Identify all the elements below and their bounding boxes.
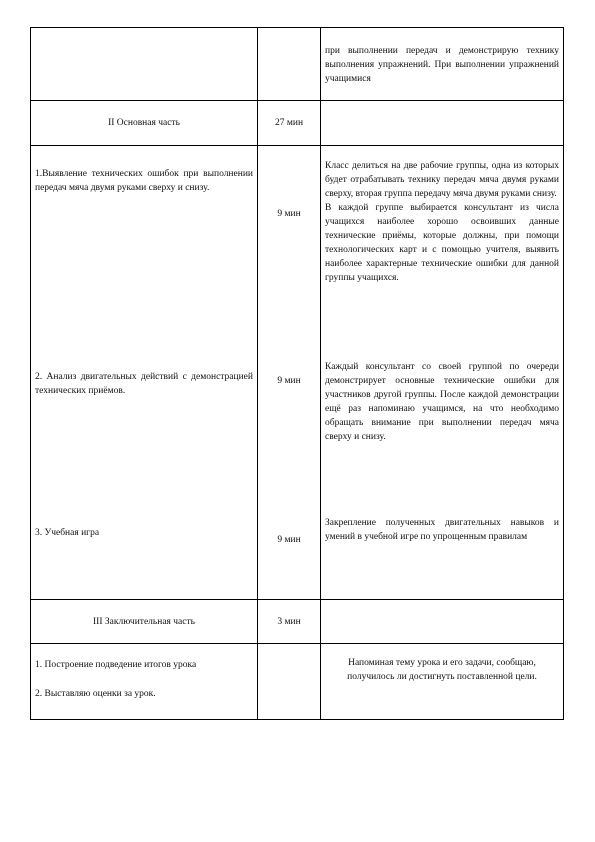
activity-cell	[31, 146, 258, 600]
section-time: 3 мин	[258, 600, 321, 644]
section-time: 27 мин	[258, 101, 321, 146]
table-row-final-items	[31, 644, 564, 720]
section-title: II Основная часть	[31, 101, 258, 146]
teacher-item-1a: Класс делиться на две рабочие группы, одна из которых будет отрабатывать технику передач мяча двумя руками сверху, вторая группа передачу мяча двумя руками снизу.	[325, 161, 559, 199]
teacher-item-1b: В каждой группе выбирается консультант из числа учащихся наиболее хорошо освоивших данные технические приёмы, которые должны, при помощи технологических карт и с помощью учителя, выявить наиболее характерные технические ошибки для данной группы учащихся.	[325, 203, 559, 283]
section-teacher-cell	[321, 101, 564, 146]
teacher-item-2: Каждый консультант со своей группой по очереди демонстрирует основные технические ошибки для участников другой группы. После каждой демонстрации ещё раз напоминаю учащимся, на что необходимо обращать внимание при выполнении передач мяча сверху и снизу.	[325, 362, 559, 442]
time-cell	[258, 28, 321, 101]
final-activity-1: 1. Построение подведение итогов урока	[35, 660, 197, 670]
activity-cell	[31, 28, 258, 101]
time-cell	[258, 146, 321, 600]
teacher-item-1	[325, 159, 559, 285]
lesson-plan-table	[30, 27, 564, 720]
time-item-1: 9 мин	[277, 209, 301, 219]
time-item-2: 9 мин	[277, 376, 301, 386]
teacher-activity-cell: при выполнении передач и демонстрирую технику выполнения упражнений. При выполнении упражнений учащимися	[321, 28, 564, 101]
section-title: III Заключительная часть	[31, 600, 258, 644]
teacher-activity-cell: Напоминая тему урока и его задачи, сообщаю, получилось ли достигнуть поставленной цели.	[321, 644, 564, 720]
section-teacher-cell	[321, 600, 564, 644]
teacher-item-3: Закрепление полученных двигательных навыков и умений в учебной игре по упрощенным правилам	[325, 518, 559, 542]
table-row-intro	[31, 28, 564, 101]
teacher-activity-cell	[321, 146, 564, 600]
activity-item-2: 2. Анализ двигательных действий с демонстрацией технических приёмов.	[35, 372, 253, 396]
table-row-main-items	[31, 146, 564, 600]
activity-cell	[31, 644, 258, 720]
time-cell	[258, 644, 321, 720]
activity-item-1: 1.Выявление технических ошибок при выполнении передач мяча двумя руками сверху и снизу.	[35, 169, 253, 193]
table-row-section-final	[31, 600, 564, 644]
final-activity-2: 2. Выставляю оценки за урок.	[35, 689, 156, 699]
activity-item-3: 3. Учебная игра	[35, 528, 100, 538]
table-row-section-main	[31, 101, 564, 146]
time-item-3: 9 мин	[277, 535, 301, 545]
